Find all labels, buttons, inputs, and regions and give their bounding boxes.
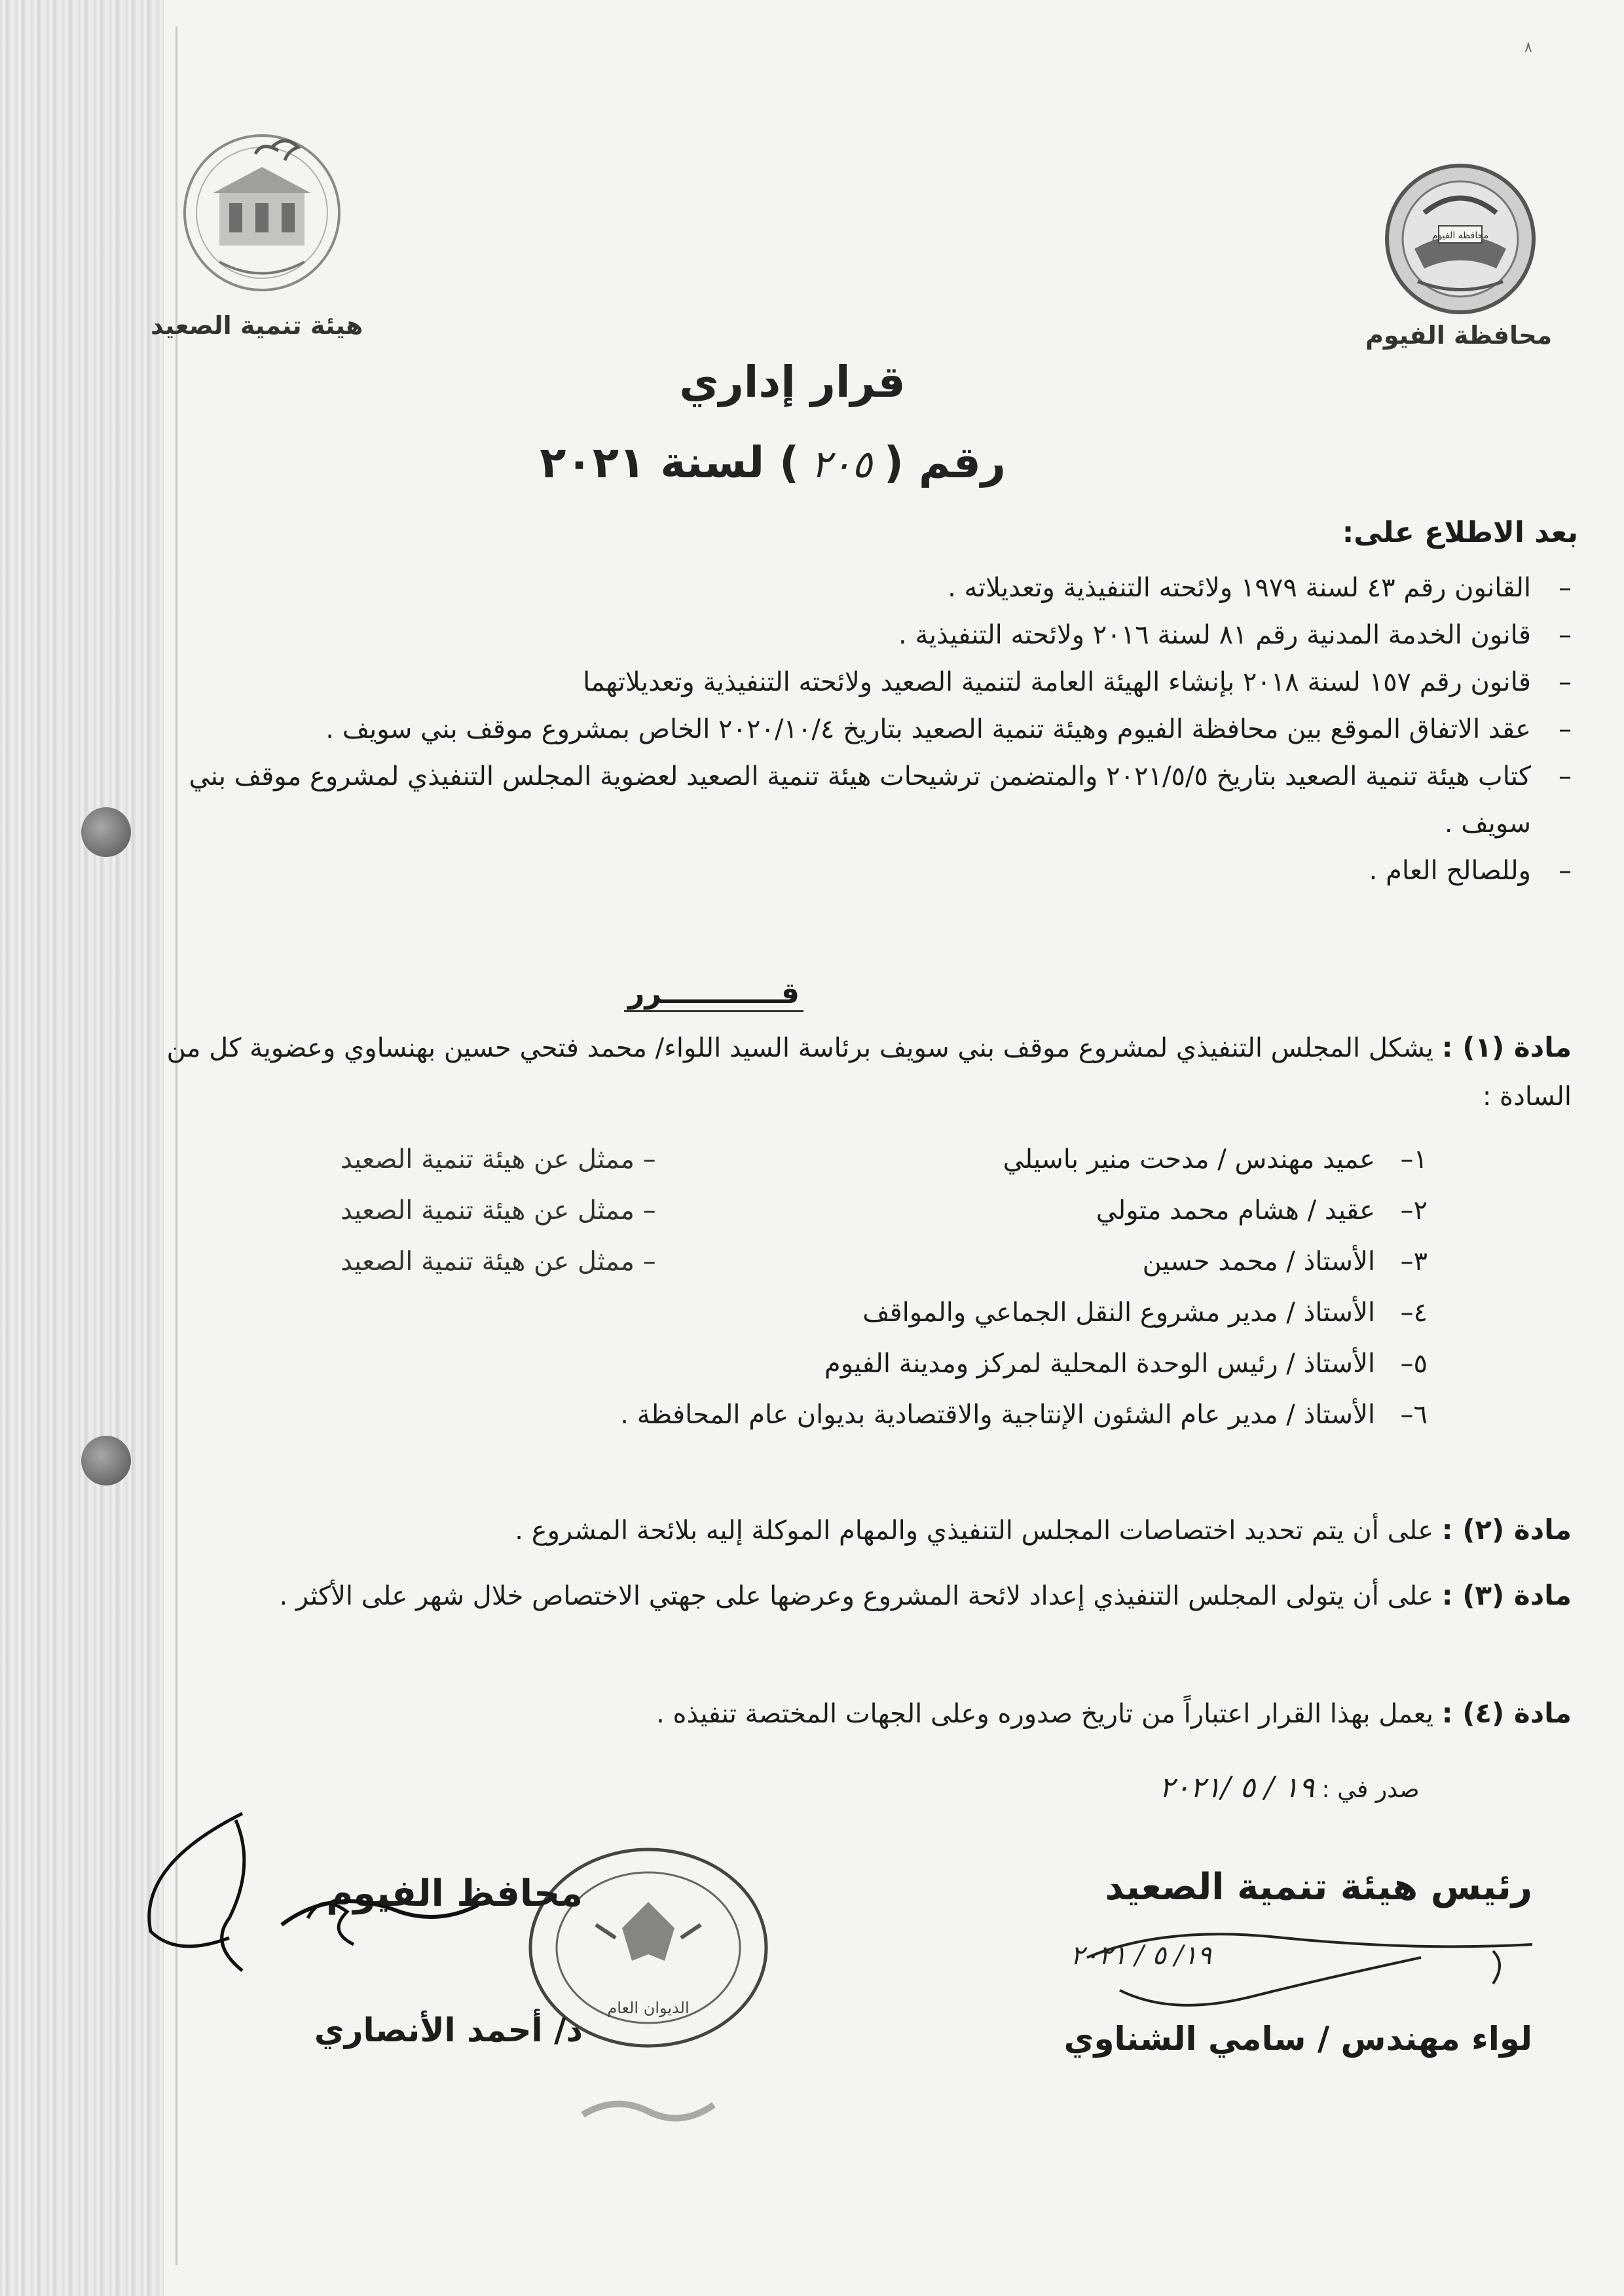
governorate-logo-text: محافظة الفيوم: [1431, 230, 1489, 241]
member-num: ٦–: [1400, 1400, 1428, 1430]
article-2: [131, 1506, 1572, 1555]
member-item: [183, 1195, 1428, 1247]
article-1: [131, 1023, 1572, 1121]
issued-date: ١٩ / ٥ /٢٠٢١: [1159, 1771, 1315, 1804]
governorate-caption: محافظة الفيوم: [1365, 321, 1553, 350]
reference-dash: –: [1559, 573, 1572, 603]
reference-dash: –: [1559, 714, 1572, 744]
reference-text: عقد الاتفاق الموقع بين محافظة الفيوم وهيئة تنمية الصعيد بتاريخ ٢٠٢٠/١٠/٤ الخاص بمشروع موقف بني سويف .: [325, 714, 1531, 744]
member-rep: – ممثل عن هيئة تنمية الصعيد: [341, 1144, 656, 1175]
members-list: [183, 1144, 1428, 1451]
member-num: ٢–: [1400, 1195, 1428, 1226]
governorate-logo: [1378, 157, 1542, 321]
signature-block-authority: [1022, 1866, 1559, 2082]
article-4: [131, 1689, 1572, 1738]
stamp-text: الديوان العام: [607, 1999, 690, 2017]
member-item: [183, 1400, 1428, 1451]
reference-dash: –: [1559, 856, 1572, 886]
article-3-label: مادة (٣) :: [1441, 1579, 1572, 1611]
member-num: ٣–: [1400, 1247, 1428, 1277]
authority-logo: [174, 121, 350, 311]
page-mark: ٨: [1524, 39, 1532, 56]
decree-number-suffix: ) لسنة ٢٠٢١: [540, 437, 800, 488]
article-1-label: مادة (١) :: [1441, 1031, 1572, 1063]
references-list: [157, 564, 1572, 894]
reference-item: [157, 564, 1572, 611]
member-num: ١–: [1400, 1144, 1428, 1175]
reference-text: قانون رقم ١٥٧ لسنة ٢٠١٨ بإنشاء الهيئة العامة لتنمية الصعيد ولائحته التنفيذية وتعديلاتهما: [583, 667, 1531, 697]
member-name: عميد مهندس / مدحت منير باسيلي: [1003, 1144, 1375, 1175]
preamble-heading: بعد الاطلاع على:: [1342, 516, 1578, 549]
authority-caption: هيئة تنمية الصعيد: [151, 311, 363, 340]
member-item: [183, 1247, 1428, 1298]
decree-title: قرار إداري: [679, 357, 906, 407]
signature-block-governor: [138, 1859, 596, 2069]
article-2-text: على أن يتم تحديد اختصاصات المجلس التنفيذي والمهام الموكلة إليه بلائحة المشروع .: [515, 1516, 1434, 1546]
reference-text: القانون رقم ٤٣ لسنة ١٩٧٩ ولائحته التنفيذية وتعديلاته .: [948, 573, 1531, 603]
member-item: [183, 1349, 1428, 1400]
authority-head-name: لواء مهندس / سامي الشناوي: [1063, 2020, 1532, 2058]
article-3-text: على أن يتولى المجلس التنفيذي إعداد لائحة المشروع وعرضها على جهتي الاختصاص خلال شهر على الأكثر .: [279, 1581, 1434, 1611]
member-name: الأستاذ / رئيس الوحدة المحلية لمركز ومدينة الفيوم: [824, 1349, 1375, 1379]
governor-name: د/ أحمد الأنصاري: [314, 2011, 583, 2049]
member-name: عقيد / هشام محمد متولي: [1096, 1195, 1375, 1226]
reference-item: [157, 706, 1572, 753]
ink-smudge: [576, 2088, 720, 2141]
article-1-text: يشكل المجلس التنفيذي لمشروع موقف بني سويف برئاسة السيد اللواء/ محمد فتحي حسين بهنساوي وعضوية كل من السادة :: [166, 1033, 1572, 1112]
decree-number-prefix: رقم (: [883, 437, 1006, 488]
reference-dash: –: [1559, 620, 1572, 650]
member-name: الأستاذ / مدير مشروع النقل الجماعي والمواقف: [862, 1298, 1375, 1328]
authority-signature-date: ١٩/ ٥ / ٢٠٢١: [1070, 1941, 1211, 1971]
member-item: [183, 1144, 1428, 1195]
member-item: [183, 1298, 1428, 1349]
punch-hole-top: [81, 807, 131, 857]
governor-title: محافظ الفيوم: [326, 1872, 583, 1915]
member-rep: – ممثل عن هيئة تنمية الصعيد: [341, 1247, 656, 1277]
decree-number-handwritten: ٢٠٥: [811, 442, 872, 486]
article-2-label: مادة (٢) :: [1441, 1514, 1572, 1546]
reference-text: قانون الخدمة المدنية رقم ٨١ لسنة ٢٠١٦ ولائحته التنفيذية .: [898, 620, 1531, 650]
member-num: ٤–: [1400, 1298, 1428, 1328]
reference-dash: –: [1559, 667, 1572, 697]
member-rep: – ممثل عن هيئة تنمية الصعيد: [341, 1195, 656, 1226]
punch-hole-bottom: [81, 1436, 131, 1485]
decree-number-line: [0, 437, 1624, 488]
member-name: الأستاذ / مدير عام الشئون الإنتاجية والاقتصادية بديوان عام المحافظة .: [620, 1400, 1375, 1430]
decision-heading: قــــــــــــرر: [0, 977, 1624, 1012]
reference-item: [157, 753, 1572, 847]
issued-label: صدر في :: [1321, 1776, 1420, 1803]
issued-date-line: [1159, 1771, 1420, 1804]
reference-item: [157, 611, 1572, 659]
member-name: الأستاذ / محمد حسين: [1142, 1247, 1375, 1277]
reference-item: [157, 847, 1572, 894]
authority-signature-scribble: [1061, 1912, 1559, 2030]
reference-dash: –: [1559, 761, 1572, 792]
reference-text: كتاب هيئة تنمية الصعيد بتاريخ ٢٠٢١/٥/٥ والمتضمن ترشيحات هيئة تنمية الصعيد لعضوية المجلس التنفيذي لمشروع موقف بني سويف .: [189, 761, 1531, 839]
member-num: ٥–: [1400, 1349, 1428, 1379]
article-4-label: مادة (٤) :: [1441, 1697, 1572, 1729]
reference-item: [157, 659, 1572, 706]
reference-text: وللصالح العام .: [1369, 856, 1531, 886]
article-4-text: يعمل بهذا القرار اعتباراً من تاريخ صدوره وعلى الجهات المختصة تنفيذه .: [656, 1699, 1434, 1729]
authority-head-title: رئيس هيئة تنمية الصعيد: [1105, 1866, 1532, 1908]
article-3: [164, 1571, 1572, 1620]
